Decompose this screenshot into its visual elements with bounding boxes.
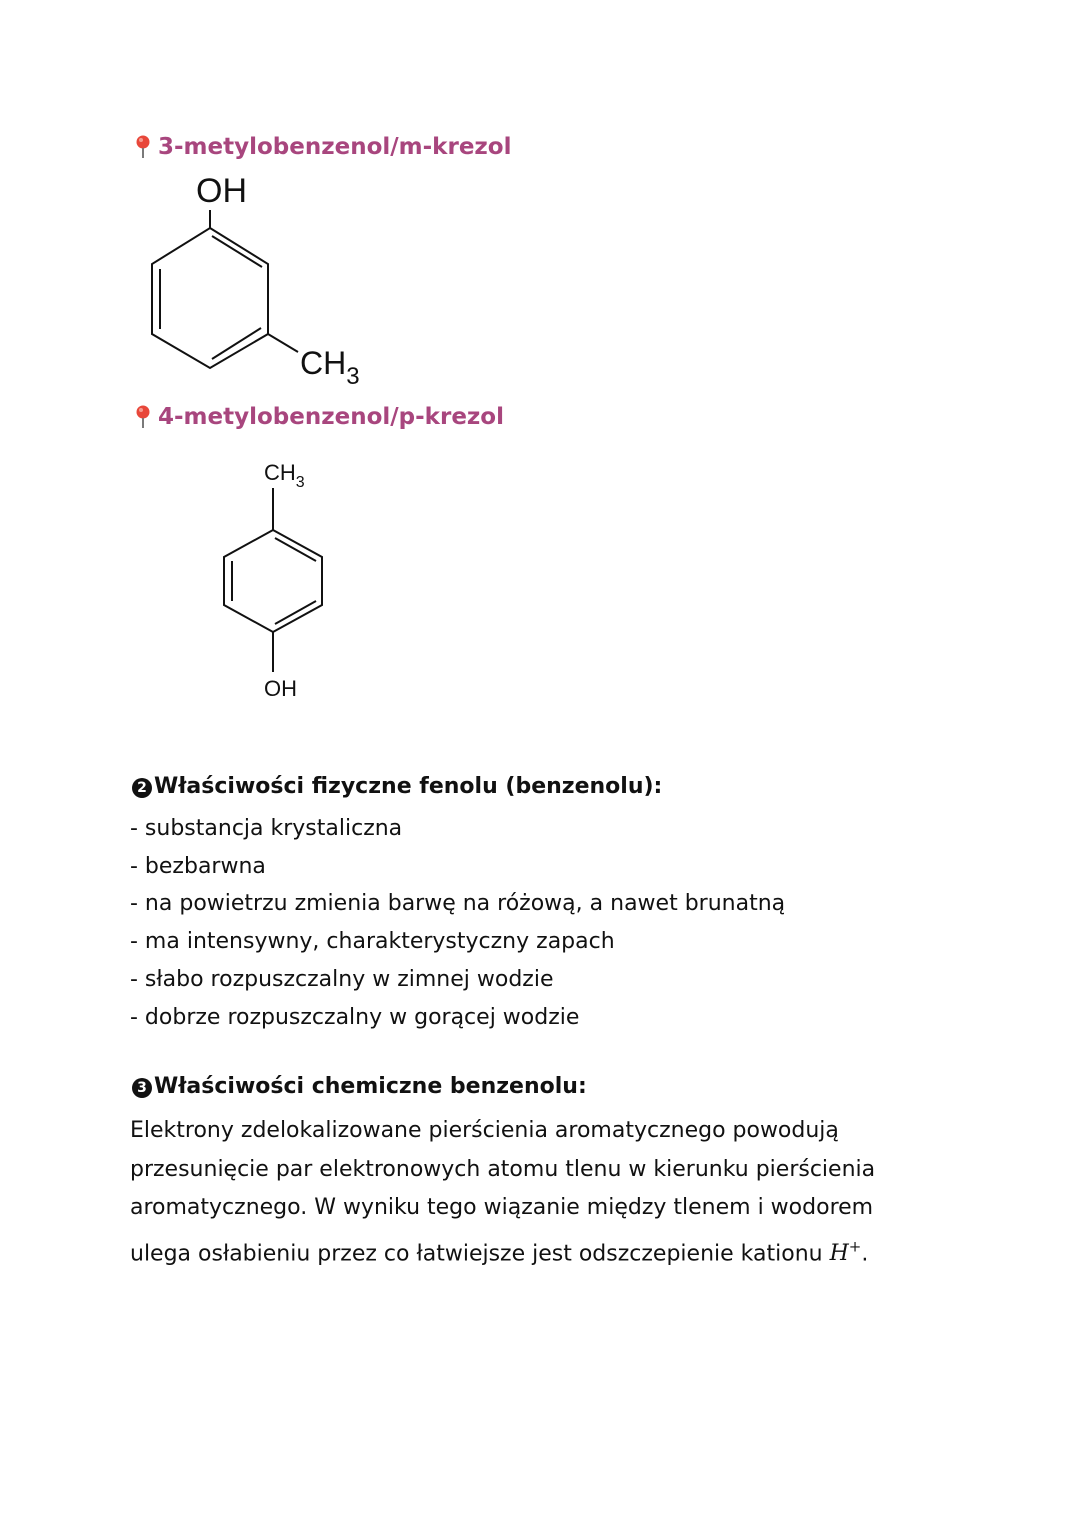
ch3-label: $CH_3$ [300,345,360,388]
benzene-ring [152,210,298,368]
oh-label: OH [264,676,297,701]
physical-properties-title: 2 Właściwości fizyczne fenolu (benzenolu): [132,774,662,799]
list-item: - bezbarwna [130,853,266,879]
section-number-badge: 3 [132,1078,152,1098]
oh-label: OH [196,172,247,210]
compound-2-name: 4-metylobenzenol/p-krezol [158,404,504,430]
list-item: - substancja krystaliczna [130,816,403,841]
benzene-ring [224,488,322,672]
list-item: - ma intensywny, charakterystyczny zapach [130,929,615,955]
compound-1-heading [134,134,512,160]
compound-1-name: 3-metylobenzenol/m-krezol [158,134,512,160]
list-item: - dobrze rozpuszczalny w gorącej wodzie [130,1004,580,1030]
chemical-properties-paragraph: Elektrony zdelokalizowane pierścienia aromatycznego powodują przesunięcie par elektronowych atomu tlenu w kierunku pierścienia aromatycznego. W wyniku tego wiązanie między tlenem i wodorem ulega osłabieniu przez co łatwiejsze jest odszczepienie kationu H+. [130,1118,876,1266]
map-pin-icon [134,135,152,159]
hydrogen-cation: H+ [829,1237,862,1266]
m-cresol-structure [140,168,380,388]
list-item: - na powietrzu zmienia barwę na różową, a nawet brunatną [130,891,786,917]
p-cresol-structure [210,454,350,710]
compound-2-heading [134,404,504,430]
chemical-properties-title: 3 Właściwości chemiczne benzenolu: [132,1074,587,1099]
ch3-label: $CH_3$ [264,460,305,491]
list-item: - słabo rozpuszczalny w zimnej wodzie [130,966,554,992]
section-number-badge: 2 [132,778,152,798]
physical-properties-list [130,810,785,1036]
map-pin-icon [134,405,152,429]
